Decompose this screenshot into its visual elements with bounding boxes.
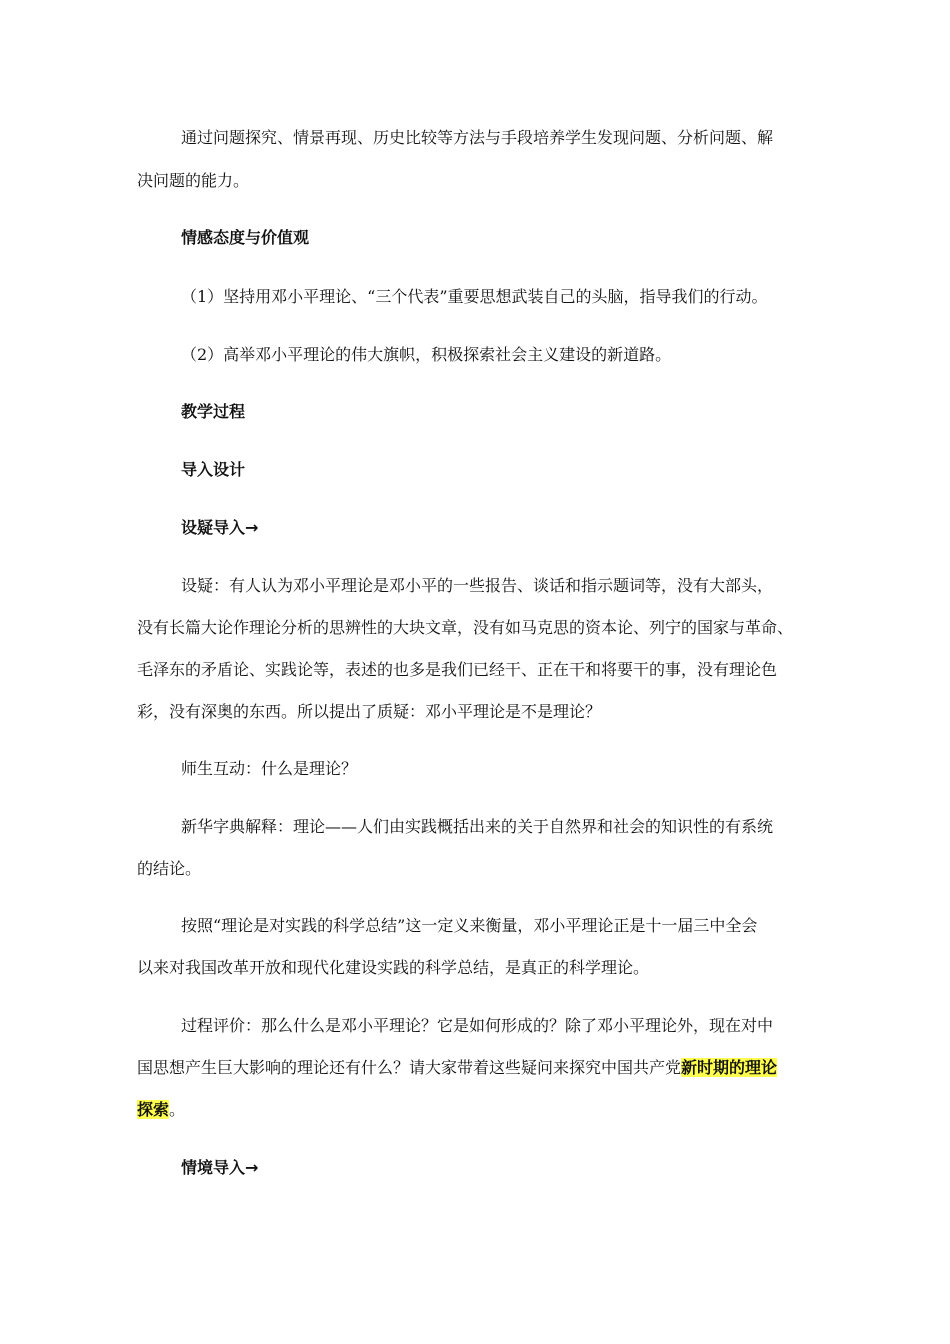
list-item: （1）坚持用邓小平理论、“三个代表”重要思想武装自己的头脑，指导我们的行动。 <box>181 287 768 306</box>
paragraph-line: 通过问题探究、情景再现、历史比较等方法与手段培养学生发现问题、分析问题、解 <box>181 128 774 147</box>
paragraph-line: 以来对我国改革开放和现代化建设实践的科学总结，是真正的科学理论。 <box>137 958 650 977</box>
paragraph-line: 彩，没有深奥的东西。所以提出了质疑：邓小平理论是不是理论？ <box>137 702 602 721</box>
text-run: 。 <box>169 1100 186 1119</box>
paragraph-line: 的结论。 <box>137 859 202 878</box>
section-heading: 教学过程 <box>181 402 246 421</box>
highlighted-text: 探索 <box>137 1100 170 1119</box>
highlighted-text: 新时期的理论 <box>681 1058 778 1077</box>
section-heading: 导入设计 <box>181 460 246 479</box>
paragraph-line: 没有长篇大论作理论分析的思辨性的大块文章，没有如马克思的资本论、列宁的国家与革命、 <box>137 618 794 637</box>
section-heading: 情感态度与价值观 <box>181 228 310 247</box>
section-heading: 情境导入→ <box>181 1158 259 1177</box>
paragraph-line: 决问题的能力。 <box>137 171 250 190</box>
paragraph-line <box>137 1058 777 1078</box>
text-run: 国思想产生巨大影响的理论还有什么？请大家带着这些疑问来探究中国共产党 <box>137 1058 682 1077</box>
list-item: （2）高举邓小平理论的伟大旗帜，积极探索社会主义建设的新道路。 <box>181 345 672 364</box>
paragraph-line: 设疑：有人认为邓小平理论是邓小平的一些报告、谈话和指示题词等，没有大部头， <box>181 576 774 595</box>
paragraph-line: 毛泽东的矛盾论、实践论等，表述的也多是我们已经干、正在干和将要干的事，没有理论色 <box>137 660 778 679</box>
paragraph-line: 师生互动：什么是理论？ <box>181 759 358 778</box>
paragraph-line: 按照“理论是对实践的科学总结”这一定义来衡量，邓小平理论正是十一届三中全会 <box>181 916 758 935</box>
paragraph-line: 新华字典解释：理论——人们由实践概括出来的关于自然界和社会的知识性的有系统 <box>181 817 774 836</box>
section-heading: 设疑导入→ <box>181 518 259 537</box>
paragraph-line <box>137 1100 185 1120</box>
paragraph-line: 过程评价：那么什么是邓小平理论？它是如何形成的？除了邓小平理论外，现在对中 <box>181 1016 774 1035</box>
